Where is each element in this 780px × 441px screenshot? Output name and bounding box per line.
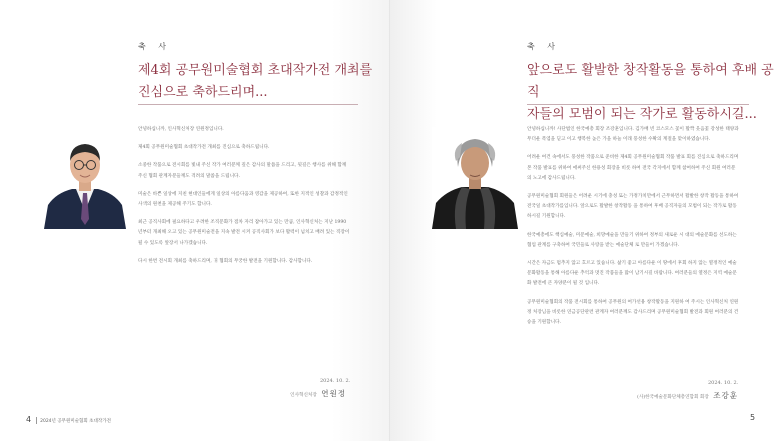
right-signature	[590, 390, 738, 401]
right-signer-title: (사)한국예술문화단체총연합회 회장	[637, 395, 709, 400]
right-paragraph: 공무원미술협회의 작품 전시회를 통하여 공무원의 여가선용 창작활동을 지원하 여 주시는 인사혁신처 연원정 처장님을 비롯한 연금공단관련 관계자 여러분께도 감사드리며 공무원미술협회 발전과 회원 여러분의 건승을 기원합니다.	[527, 299, 739, 326]
left-paragraph: 제4회 공무원미술협회 초대작가전 개최를 진심으로 축하드립니다.	[138, 145, 270, 151]
left-signature	[230, 388, 346, 399]
right-page-title	[527, 60, 780, 126]
right-date: 2024. 10. 2.	[708, 380, 739, 386]
right-paragraph: 한국예총에도 핵심예술, 미문예술, 희망예술을 만들기 위하여 정부의 새로운 시 대의 예술문화를 선도하는 협업 관계를 구축하여 국민들로 사랑을 받는 예술단체 로 만들어 가겠습니다.	[527, 232, 737, 248]
title-divider	[138, 104, 358, 105]
right-paragraph: 시간은 자금도 멈추지 않고 흐르고 있습니다. 삶기 좋고 아름다운 이 땅에서 후회 하지 않는 열정적인 예술문화활동을 통해 아름다운 추억과 멋진 작품들을 많이 남기시길 바랍니다. 여러분들의 열정은 지역 예술문화 발전에 큰 자양분이 될 것 입니다.	[527, 261, 737, 287]
publication-name: 2024년 공무원미술협회 초대작가전	[40, 419, 111, 424]
left-footer	[26, 415, 111, 424]
portrait-image	[432, 127, 518, 229]
right-body	[527, 125, 739, 336]
left-date: 2024. 10. 2.	[320, 378, 351, 384]
left-title-line: 진심으로 축하드리며...	[138, 85, 268, 100]
title-divider	[527, 104, 749, 105]
right-page	[390, 0, 780, 441]
right-title-line: 앞으로도 활발한 창작활동을 통하여 후배 공직	[527, 63, 774, 100]
right-paragraph: 어려운 여건 속에서도 풍성한 작품으로 준비한 제4회 공무원미술협회 작품 발표 회를 진심으로 축하드리며 본 작품 발표를 위하여 애써주신 한용성 회장을 비롯 하여 전국 각지에서 함께 참여하여 주신 회원 여러분의 노고에 감사드립니다.	[527, 155, 739, 181]
footer-divider	[36, 417, 37, 424]
right-signer-name: 조강훈	[713, 391, 738, 400]
left-signer-title: 인사혁신처장	[290, 393, 317, 398]
right-paragraph: 공무원미술협회 회원들은 어려운 시기에 충성 또는 가정가치만에서 근무하면서 활발한 창작 활동을 통하여 전국일 초대작가를입니다. 앞으로도 활발한 창작활동 을 통하여 후배 공직자들의 모범이 되는 작가로 활동하시길 기원합니다.	[527, 194, 739, 220]
right-section-label: 축 사	[527, 42, 560, 51]
right-title-line: 자들의 모범이 되는 작가로 활동하시길...	[527, 107, 757, 122]
speaker-photo	[432, 127, 518, 229]
left-paragraph: 다시 한번 전시회 개최를 축하드리며, 귀 협회의 무궁한 발전을 기원합니다. 감사합니다.	[138, 258, 313, 264]
left-paragraph: 미술은 바쁜 일상에 지친 현대인들에게 일상의 아름다움과 영감을 제공하여, 또한 지적인 성찰과 감정적인 사색의 원천을 제공해 주기도 합니다.	[138, 191, 348, 208]
right-paragraph: 안녕하십니까! 사단법인 한국예총 회장 조강훈입니다. 김가배 빈 코스모스 꽃이 활짝 웃음꽃 강성한 태양과 무더운 폭염을 딛고 이고 행복한 높은 가을 하늘 이래 풍성한 수확의 계절을 맞이하였습니다.	[527, 127, 739, 143]
right-page-number: 5	[750, 413, 756, 422]
portrait-image	[42, 127, 128, 229]
left-body	[138, 125, 350, 275]
left-paragraph: 안녕하십니까, 인사혁신처장 연원정입니다.	[138, 127, 224, 132]
left-paragraph: 최근 공직사회에 필요하다고 우려한 조직문화가 점차 자리 잡아가고 있는 만큼, 인사혁신처는 지난 1990년부터 개최해 오고 있는 공무원미술전을 지속 발전 시켜 공직사회가 보다 활력이 넘치고 배려 있는 직장이 될 수 있도록 앞장서 나가겠습니다.	[138, 220, 350, 246]
left-page-number: 4	[26, 415, 32, 424]
left-paragraph: 소중한 작품으로 전시회를 빛내 주신 작가 여러분께 깊은 감사의 말씀을 드리고, 뒷길은 행사를 위해 함께 주신 협회 관계자분들께도 격려의 말씀을 드립니다.	[138, 163, 347, 179]
left-title-line: 제4회 공무원미술협회 초대작가전 개최를	[138, 63, 373, 78]
left-page-title	[138, 60, 372, 104]
speaker-photo	[42, 127, 128, 229]
left-signer-name: 연원정	[321, 389, 346, 398]
left-section-label: 축 사	[138, 42, 171, 51]
